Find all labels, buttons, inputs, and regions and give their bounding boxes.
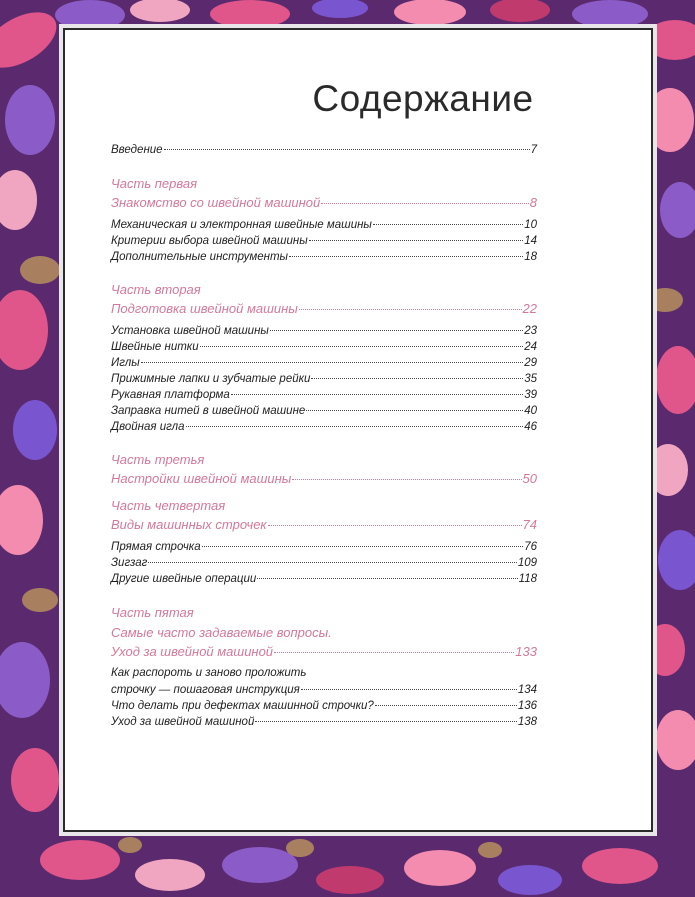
part-4-label: Часть четвертая <box>111 498 226 513</box>
dot-leader <box>375 705 517 706</box>
dot-leader <box>164 149 530 150</box>
dot-leader <box>255 721 516 722</box>
part-1-label: Часть первая <box>111 176 198 191</box>
toc-entry[interactable] <box>111 540 537 554</box>
toc-entry-label: строчку — пошаговая инструкция <box>111 684 300 696</box>
toc-section-page: 8 <box>529 195 537 210</box>
toc-entry-page: 23 <box>524 325 537 337</box>
toc-entry-label: Двойная игла <box>111 421 185 433</box>
toc-entry-page: 76 <box>524 541 537 553</box>
toc-entry-page: 7 <box>530 144 537 156</box>
toc-entry-label: Рукавная платформа <box>111 389 230 401</box>
toc-section-page: 22 <box>522 301 537 316</box>
toc-entry[interactable] <box>111 420 537 434</box>
toc-entry[interactable] <box>111 683 537 697</box>
dot-leader <box>186 426 524 427</box>
dot-leader <box>321 203 529 204</box>
toc-entry[interactable] <box>111 699 537 713</box>
toc-entry-page: 40 <box>524 405 537 417</box>
dot-leader <box>148 562 517 563</box>
toc-entry[interactable] <box>111 388 537 402</box>
toc-entry[interactable] <box>111 234 537 248</box>
toc-section-part-5[interactable] <box>111 645 537 659</box>
toc-entry-label: Механическая и электронная швейные машины <box>111 219 372 231</box>
dot-leader <box>373 224 523 225</box>
toc-entry[interactable] <box>111 572 537 586</box>
toc-section-line: Самые часто задаваемые вопросы. <box>111 625 332 640</box>
toc-section-part-4[interactable] <box>111 518 537 532</box>
toc-entry-label: Зигзаг <box>111 557 148 569</box>
dot-leader <box>268 525 522 526</box>
toc-section-label: Виды машинных строчек <box>111 517 267 532</box>
toc-page <box>63 28 653 832</box>
dot-leader <box>200 346 524 347</box>
dot-leader <box>202 546 524 547</box>
toc-entry[interactable] <box>111 372 537 386</box>
toc-section-part-1[interactable] <box>111 196 537 210</box>
toc-section-part-2[interactable] <box>111 302 537 316</box>
toc-entry-label: Уход за швейной машиной <box>111 716 255 728</box>
toc-entry-page: 134 <box>517 684 537 696</box>
toc-entry[interactable] <box>111 715 537 729</box>
toc-section-page: 50 <box>522 471 537 486</box>
toc-entry-label: Швейные нитки <box>111 341 199 353</box>
toc-entry[interactable] <box>111 324 537 338</box>
dot-leader <box>299 309 522 310</box>
dot-leader <box>270 330 523 331</box>
dot-leader <box>301 689 517 690</box>
toc-entry-page: 39 <box>524 389 537 401</box>
toc-entry-label: Критерии выбора швейной машины <box>111 235 308 247</box>
toc-entry-page: 109 <box>517 557 537 569</box>
toc-entry-page: 24 <box>524 341 537 353</box>
toc-entry-page: 35 <box>524 373 537 385</box>
toc-section-page: 74 <box>522 517 537 532</box>
toc-section-label: Уход за швейной машиной <box>111 644 274 659</box>
toc-entry-label: Иглы <box>111 357 140 369</box>
toc-entry[interactable] <box>111 556 537 570</box>
part-3-label: Часть третья <box>111 452 205 467</box>
toc-section-label: Настройки швейной машины <box>111 471 292 486</box>
toc-entry[interactable] <box>111 340 537 354</box>
toc-entry-label: Введение <box>111 144 163 156</box>
toc-entry-label: Что делать при дефектах машинной строчки? <box>111 700 374 712</box>
part-2-label: Часть вторая <box>111 282 201 297</box>
toc-entry-line: Как распороть и заново проложить <box>111 667 307 679</box>
dot-leader <box>289 256 523 257</box>
toc-entry[interactable] <box>111 404 537 418</box>
dot-leader <box>274 652 514 653</box>
toc-entry-page: 136 <box>517 700 537 712</box>
toc-entry-label: Установка швейной машины <box>111 325 269 337</box>
toc-entry-page: 18 <box>524 251 537 263</box>
toc-section-page: 133 <box>515 644 537 659</box>
toc-entry-intro[interactable] <box>111 143 537 157</box>
toc-entry-page: 10 <box>524 219 537 231</box>
dot-leader <box>306 410 523 411</box>
page-title: Содержание <box>312 78 534 119</box>
dot-leader <box>292 479 521 480</box>
toc-entry-page: 29 <box>524 357 537 369</box>
toc-section-label: Знакомство со швейной машиной <box>111 195 321 210</box>
toc-entry-page: 14 <box>524 235 537 247</box>
toc-entry-page: 118 <box>518 573 537 585</box>
part-5-label: Часть пятая <box>111 605 194 620</box>
toc-entry-label: Дополнительные инструменты <box>111 251 289 263</box>
dot-leader <box>141 362 523 363</box>
toc-entry-label: Прямая строчка <box>111 541 201 553</box>
dot-leader <box>231 394 523 395</box>
toc-entry-label: Прижимные лапки и зубчатые рейки <box>111 373 311 385</box>
toc-entry-label: Заправка нитей в швейной машине <box>111 405 306 417</box>
toc-section-part-3[interactable] <box>111 472 537 486</box>
toc-entry-page: 138 <box>517 716 537 728</box>
dot-leader <box>309 240 524 241</box>
toc-entry[interactable] <box>111 218 537 232</box>
toc-section-label: Подготовка швейной машины <box>111 301 298 316</box>
toc-entry-label: Другие швейные операции <box>111 573 257 585</box>
toc-entry[interactable] <box>111 356 537 370</box>
dot-leader <box>311 378 523 379</box>
toc-entry-page: 46 <box>524 421 537 433</box>
dot-leader <box>257 578 517 579</box>
toc-entry[interactable] <box>111 250 537 264</box>
